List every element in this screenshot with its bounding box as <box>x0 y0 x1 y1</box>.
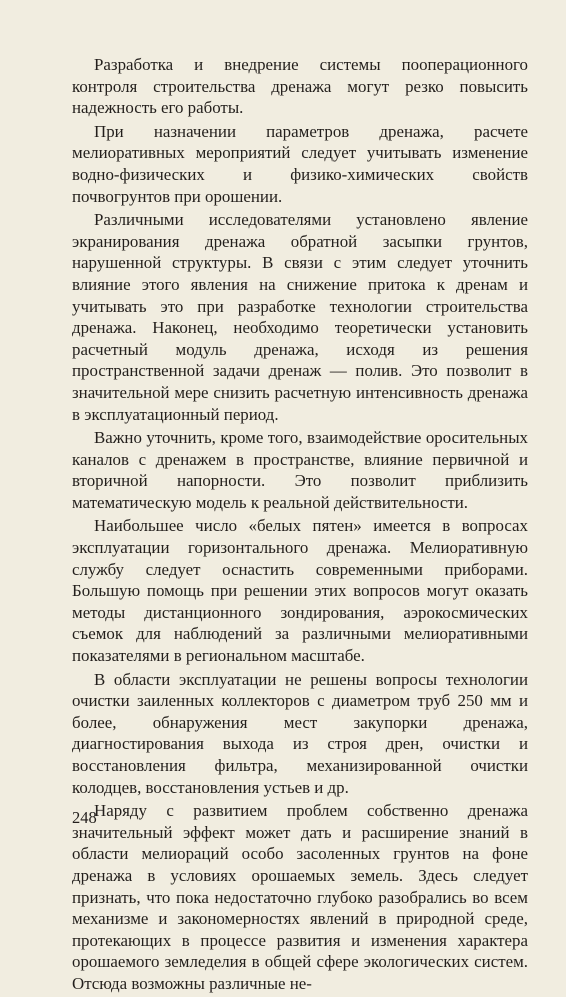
paragraph-3: Различными исследователями установлено явление экранирования дренажа обратной засыпки грунтов, нарушенной структуры. В связи с этим следует уточнить влияние этого явления на снижение притока к дренам и учитывать это при разработке технологии строительства дренажа. Наконец, необходимо теоретически установить расчетный модуль дренажа, исходя из решения пространственной задачи дренаж — полив. Это позволит в значительной мере снизить расчетную интенсивность дренажа в эксплуатационный период. <box>72 210 528 424</box>
paragraph-4: Важно уточнить, кроме того, взаимодействие оросительных каналов с дренажем в пространстве, влияние первичной и вторичной напорности. Это позволит приблизить математическую модель к реальной действительности. <box>72 428 528 512</box>
body-text <box>72 54 528 997</box>
page-number: 248 <box>72 808 97 827</box>
paragraph-2: При назначении параметров дренажа, расчете мелиоративных мероприятий следует учитывать изменение водно-физических и физико-химических свойств почвогрунтов при орошении. <box>72 121 528 206</box>
paragraph-5: Наибольшее число «белых пятен» имеется в вопросах эксплуатации горизонтального дренажа. Мелиоративную службу следует оснастить современными приборами. Большую помощь при решении этих вопросов могут оказать методы дистанционного зондирования, аэрокосмических съемок для наблюдений за различными мелиоративными показателями в региональном масштабе. <box>72 516 528 666</box>
paragraph-6: В области эксплуатации не решены вопросы технологии очистки заиленных коллекторов с диаметром труб 250 мм и более, обнаружения мест закупорки дренажа, диагностирования выхода из строя дрен, очистки и восстановления фильтра, механизированной очистки колодцев, восстановления устьев и др. <box>72 669 528 797</box>
paragraph-1: Разработка и внедрение системы пооперационного контроля строительства дренажа могут резко повысить надежность его работы. <box>72 55 528 118</box>
paragraph-7: Наряду с развитием проблем собственно дренажа значительный эффект может дать и расширение знаний в области мелиораций особо засоленных грунтов на фоне дренажа в условиях орошаемых земель. Здесь следует признать, что пока недостаточно глубоко разобрались во всем механизме и закономерностях явлений в природной среде, протекающих в процессе развития и изменения характера орошаемого земледелия в общей сфере экологических систем. Отсюда возможны различные не- <box>72 801 528 993</box>
